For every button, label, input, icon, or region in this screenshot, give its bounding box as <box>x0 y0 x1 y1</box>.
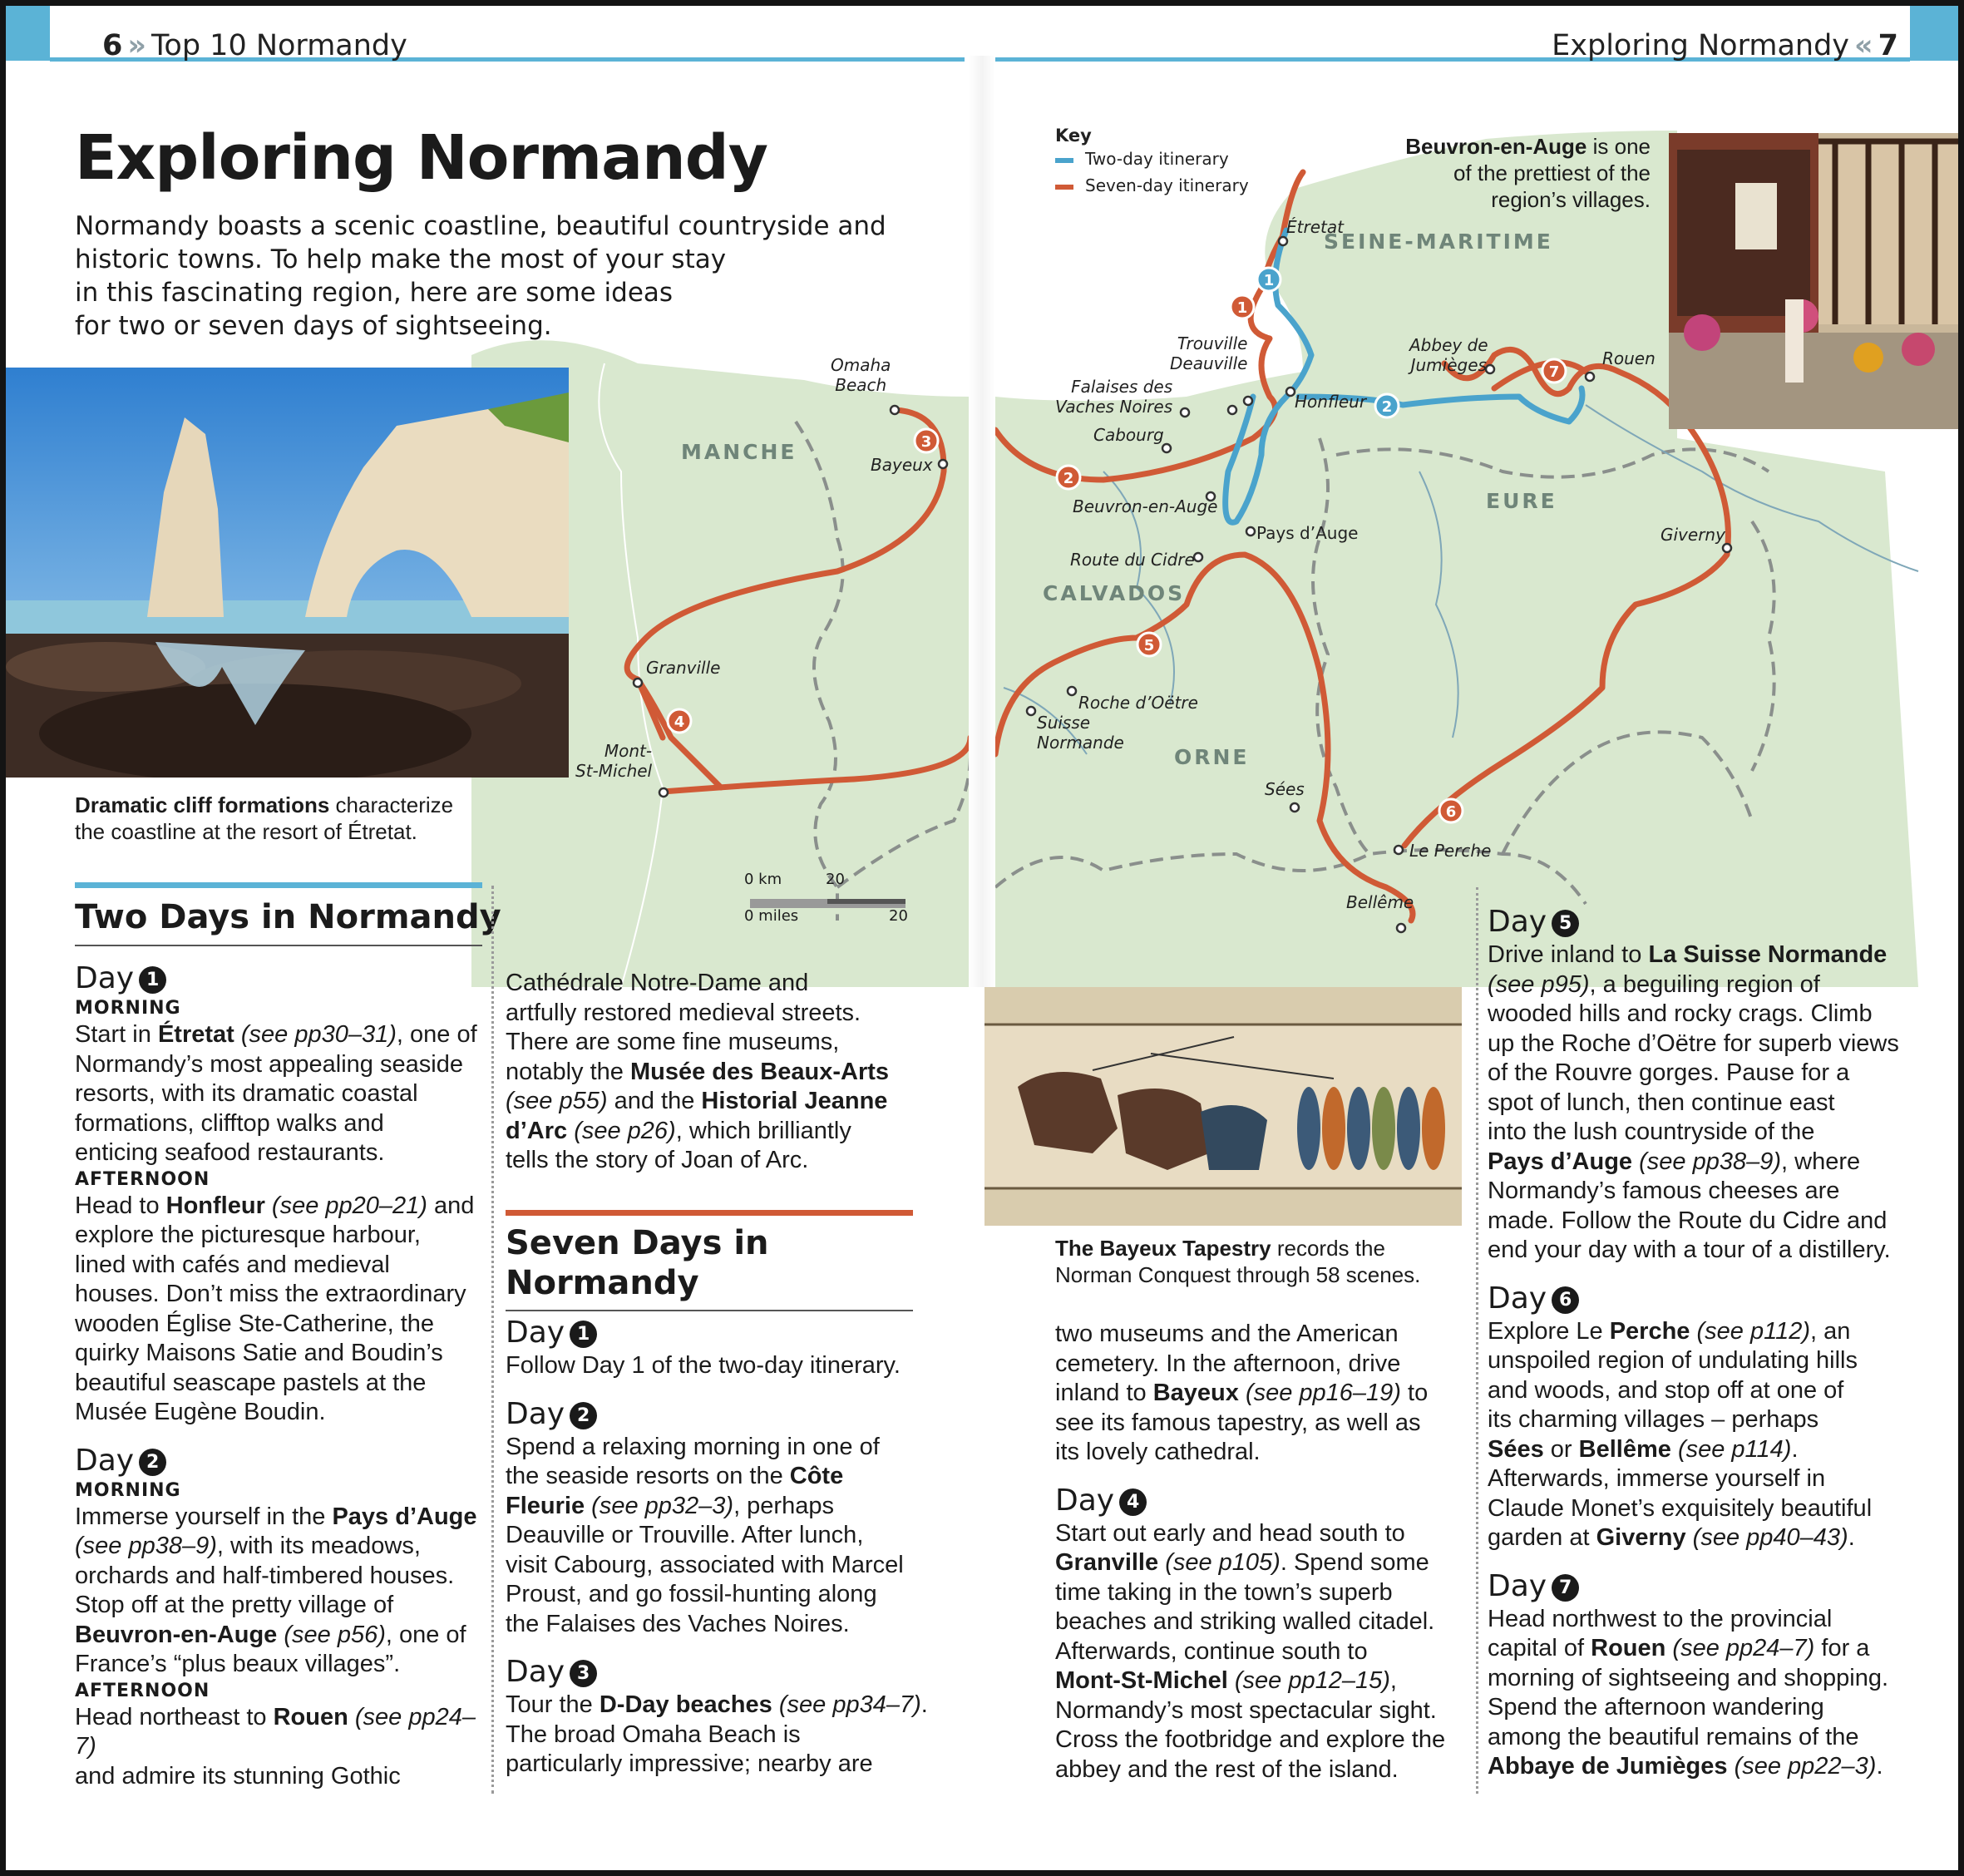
two-days-heading-rule <box>75 882 482 888</box>
scale-km-label: 0 km <box>744 871 782 888</box>
tapestry-caption: The Bayeux Tapestry records the Norman Conquest through 58 scenes. <box>1055 1236 1421 1287</box>
day2-morning-label: MORNING <box>75 1479 181 1501</box>
seven-days-day5-heading: Day 5 <box>1488 904 1920 940</box>
right-page-number: 7 <box>1878 29 1898 62</box>
beuvron-caption: Beuvron-en-Auge is one of the prettiest of the region’s villages. <box>1405 134 1651 212</box>
etretat-cliffs-photo <box>6 368 569 778</box>
label-sees: Sées <box>1265 779 1305 799</box>
seven-days-heading: Seven Days in Normandy <box>506 1224 769 1302</box>
seven-days-day7-heading: Day 7 <box>1488 1568 1920 1605</box>
right-chevron-icon: « <box>1854 29 1873 62</box>
seven-days-day1-heading: Day 1 <box>506 1315 930 1351</box>
marker-7: 7 <box>1548 363 1560 381</box>
marker-6: 6 <box>1445 803 1457 821</box>
seven-days-day6-heading: Day 6 <box>1488 1281 1920 1317</box>
label-le-perche: Le Perche <box>1409 841 1492 861</box>
marker-4: 4 <box>674 713 685 731</box>
marker-2-orange: 2 <box>1063 470 1074 487</box>
column-divider-1 <box>491 886 494 1794</box>
seven-days-day1-text: Follow Day 1 of the two-day itinerary. <box>506 1352 901 1379</box>
two-days-day1-heading: Day 1 <box>75 960 491 997</box>
key-two-day: Two-day itinerary <box>1055 149 1249 169</box>
seven-days-day4-text: Start out early and head south to Granville (see p105). Spend some time taking in the town’s superb beaches and striking walled citadel. Afterwards, continue south to Mont-St-Michel (see pp12–15), Normandy’s most spectacular sight. Cross the footbridge and explore the abbey and the rest of the island. <box>1055 1519 1446 1783</box>
seven-days-day6-text: Explore Le Perche (see p112), an unspoiled region of undulating hills and woods, and stop off at one of its charming villages – perhaps Sées or Bellême (see p114). Afterwards, immerse yourself in Claude Monet’s exquisitely beautiful garden at Giverny (see pp40–43). <box>1488 1317 1873 1551</box>
seven-days-heading-rule <box>506 1210 913 1216</box>
two-days-heading-underline <box>75 945 482 946</box>
page-title: Exploring Normandy <box>75 122 767 194</box>
two-days-day2-heading: Day 2 <box>75 1443 491 1479</box>
left-edge-tab <box>6 6 50 61</box>
label-granville: Granville <box>646 658 721 678</box>
label-beuvron-en-auge: Beuvron-en-Auge <box>1073 496 1218 516</box>
seven-days-day2-text: Spend a relaxing morning in one of the seaside resorts on the Côte Fleurie (see pp32–3), perhaps Deauville or Trouville. After lunch, visit Cabourg, associated with Marcel Proust, and go fossil-hunting along the Falaises des Vaches Noires. <box>506 1433 904 1637</box>
day2-afternoon-text: Head northeast to Rouen (see pp24–7) and admire its stunning Gothic <box>75 1703 476 1790</box>
key-seven-day: Seven-day itinerary <box>1055 175 1249 195</box>
marker-1-blue: 1 <box>1263 272 1275 289</box>
region-eure: EURE <box>1486 489 1557 513</box>
left-page-number: 6 <box>102 29 123 62</box>
day1-morning-label: MORNING <box>75 998 181 1019</box>
gutter <box>969 56 995 987</box>
intro-text: Normandy boasts a scenic coastline, beautiful countryside and historic towns. To help make the most of your stay in this fascinating region, here are some ideas for two or seven days of sightseeing. <box>75 211 886 341</box>
scale-miles-max: 20 <box>889 907 908 925</box>
key-orange-swatch <box>1055 185 1073 190</box>
marker-5: 5 <box>1143 637 1155 654</box>
region-calvados: CALVADOS <box>1043 581 1186 605</box>
bayeux-tapestry-photo <box>984 987 1462 1226</box>
seven-days-column-a <box>506 1315 930 1780</box>
label-falaises: Falaises des Vaches Noires <box>1055 377 1173 417</box>
seven-days-heading-underline <box>506 1310 913 1311</box>
key-blue-swatch <box>1055 158 1073 163</box>
region-manche: MANCHE <box>681 440 797 464</box>
label-honfleur: Honfleur <box>1295 392 1367 412</box>
day1-afternoon-label: AFTERNOON <box>75 1168 210 1190</box>
right-edge-tab <box>1910 6 1958 61</box>
label-abbey-jumieges: Abbey de Jumièges <box>1409 335 1488 375</box>
left-running-title: Top 10 Normandy <box>151 29 407 62</box>
book-spread <box>6 6 1958 1870</box>
label-route-du-cidre: Route du Cidre <box>1070 550 1195 570</box>
cliff-caption: Dramatic cliff formations characterize the coastline at the resort of Étretat. <box>75 792 454 844</box>
label-etretat: Étretat <box>1286 217 1344 237</box>
region-orne: ORNE <box>1174 745 1250 769</box>
day2-afternoon-label: AFTERNOON <box>75 1680 210 1701</box>
right-running-title: Exploring Normandy <box>1552 29 1850 62</box>
seven-days-day3-continued: two museums and the American cemetery. In the afternoon, drive inland to Bayeux (see pp16–19) to see its famous tapestry, as well as its lovely cathedral. <box>1055 1321 1429 1465</box>
label-pays-auge: Pays d’Auge <box>1256 523 1359 543</box>
column-two-continued <box>506 969 921 1176</box>
marker-1-orange: 1 <box>1236 299 1248 317</box>
scale-km-max: 20 <box>826 871 845 888</box>
label-rouen: Rouen <box>1602 348 1656 368</box>
two-days-heading: Two Days in Normandy <box>75 898 501 936</box>
seven-days-column-b <box>1055 1320 1479 1785</box>
label-bayeux: Bayeux <box>871 455 933 475</box>
label-mont-st-michel: Mont- St-Michel <box>575 741 653 781</box>
seven-days-column-c <box>1488 904 1920 1782</box>
label-suisse-normande: Suisse Normande <box>1037 713 1124 753</box>
label-trouville-deauville: Trouville Deauville <box>1170 333 1248 373</box>
label-omaha-beach: Omaha Beach <box>831 355 891 395</box>
region-seine-maritime: SEINE-MARITIME <box>1324 230 1553 254</box>
day1-morning-text: Start in Étretat (see pp30–31), one of Normandy’s most appealing seaside resorts, with its dramatic coastal formations, clifftop walks and enticing seafood restaurants. <box>75 1021 477 1166</box>
seven-days-day3-heading: Day 3 <box>506 1654 930 1691</box>
beuvron-village-photo <box>1669 133 1958 429</box>
key-title: Key <box>1055 126 1092 146</box>
seven-days-day3-text: Tour the D-Day beaches (see pp34–7). The broad Omaha Beach is particularly impressive; nearby are <box>506 1691 928 1777</box>
left-chevron-icon: » <box>127 29 146 62</box>
marker-2-blue: 2 <box>1381 398 1393 416</box>
two-days-column <box>75 960 491 1791</box>
seven-days-day5-text: Drive inland to La Suisse Normande (see p95), a beguiling region of wooded hills and rocky crags. Climb up the Roche d’Oëtre for superb views of the Rouvre gorges. Pause for a spot of lunch, then continue east into the lush countryside of the Pays d’Auge (see pp38–9), where Normandy’s famous cheeses are made. Follow the Route du Cidre and end your day with a tour of a distillery. <box>1488 941 1899 1263</box>
column-divider-2 <box>1476 887 1478 1794</box>
seven-days-day7-text: Head northwest to the provincial capital of Rouen (see pp24–7) for a morning of sightseeing and shopping. Spend the afternoon wandering among the beautiful remains of the Abbaye de Jumièges (see pp22–3). <box>1488 1605 1889 1780</box>
day2-morning-text: Immerse yourself in the Pays d’Auge (see pp38–9), with its meadows, orchards and half-timbered houses. Stop off at the pretty village of Beuvron-en-Auge (see p56), one of France’s “plus beaux villages”. <box>75 1503 477 1677</box>
day1-afternoon-text: Head to Honfleur (see pp20–21) and explore the picturesque harbour, lined with cafés and medieval houses. Don’t miss the extraordinary wooden Église Ste-Catherine, the quirky Maisons Satie and Boudin’s beautiful seascape pastels at the Musée Eugène Boudin. <box>75 1192 475 1425</box>
label-cabourg: Cabourg <box>1093 425 1164 445</box>
rouen-continued-text: Cathédrale Notre-Dame and artfully restored medieval streets. There are some fine museums, notably the Musée des Beaux-Arts (see p55) and the Historial Jeanne d’Arc (see p26), which brilliantly tells the story of Joan of Arc. <box>506 970 890 1173</box>
label-belleme: Bellême <box>1346 892 1414 912</box>
seven-days-day4-heading: Day 4 <box>1055 1483 1479 1519</box>
marker-3: 3 <box>920 433 932 451</box>
label-giverny: Giverny <box>1661 525 1725 545</box>
seven-days-day2-heading: Day 2 <box>506 1396 930 1433</box>
scale-miles-label: 0 miles <box>744 907 799 925</box>
label-roche-doetre: Roche d’Oëtre <box>1078 693 1198 713</box>
map-key <box>1055 126 1249 195</box>
